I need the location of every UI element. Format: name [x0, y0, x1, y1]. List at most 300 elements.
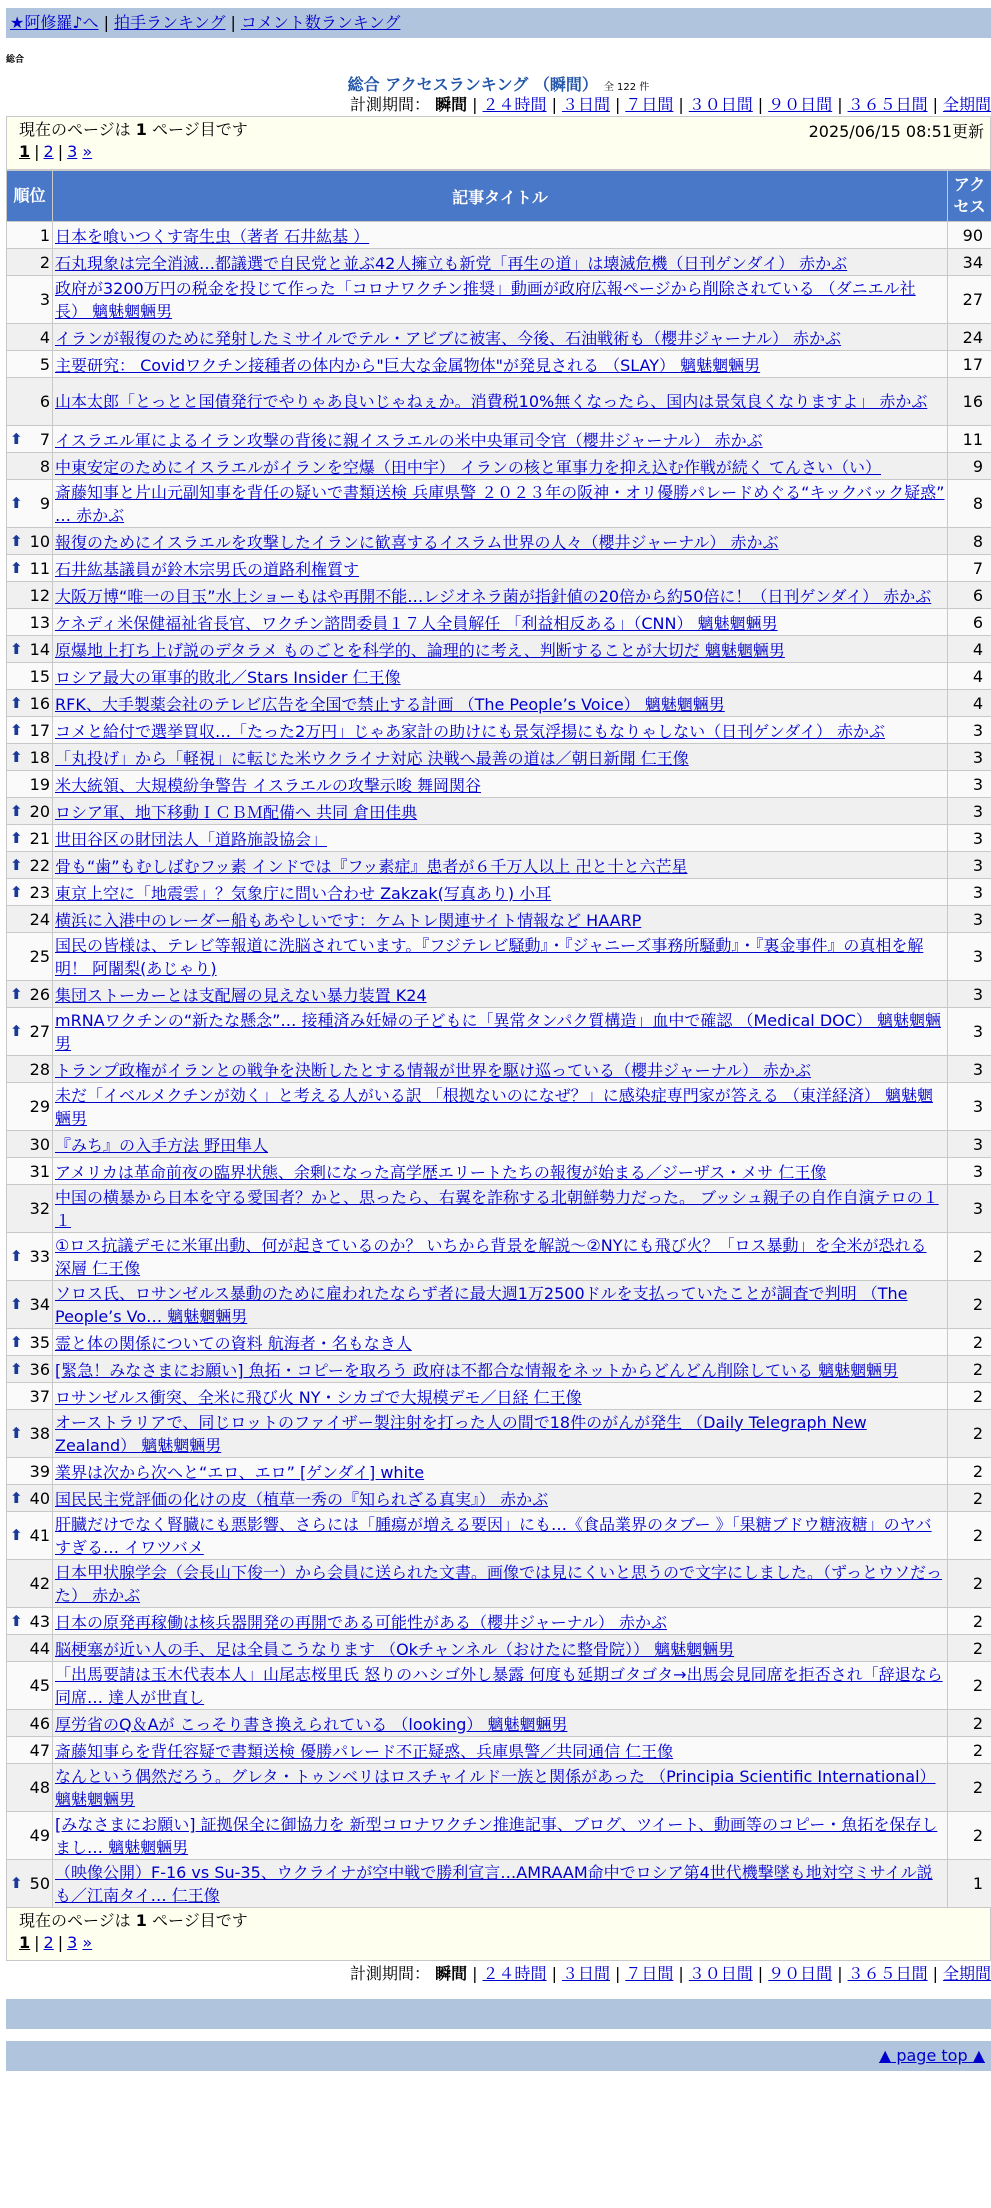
rank-number: 17	[30, 721, 50, 740]
period-90d[interactable]: ９０日間	[768, 95, 832, 114]
access-count: 3	[948, 798, 991, 825]
article-link[interactable]: 斎藤知事と片山元副知事を背任の疑いで書類送検 兵庫県警 ２０２３年の阪神・オリ優勝パレードめぐる“キックバック疑惑” … 赤かぶ	[55, 483, 944, 525]
rank-number: 33	[30, 1247, 50, 1266]
rank-cell	[7, 852, 53, 879]
table-row	[7, 1281, 991, 1329]
pagination-top: 現在のページは 1 ページ目です 2025/06/15 08:51更新 1 | 2 | 3 »	[6, 116, 991, 170]
rank-up-arrow-icon: ⬆	[10, 430, 23, 448]
title-cell	[53, 582, 948, 609]
table-row	[7, 1860, 991, 1908]
access-count: 6	[948, 582, 991, 609]
table-row	[7, 1458, 991, 1485]
title-cell	[53, 852, 948, 879]
title-cell	[53, 1185, 948, 1233]
access-count: 2	[948, 1560, 991, 1608]
rank-number: 24	[30, 910, 50, 929]
article-link[interactable]: ソロス氏、ロサンゼルス暴動のために雇われたならず者に最大週1万2500ドルを支払っていたことが調査で判明 （The People’s Vo… 魑魅魍魎男	[55, 1284, 907, 1326]
access-count: 3	[948, 906, 991, 933]
access-count: 2	[948, 1233, 991, 1281]
rank-number: 1	[40, 226, 50, 245]
access-count: 16	[948, 378, 991, 426]
article-link[interactable]: 脳梗塞が近い人の手、足は全員こうなります （Okチャンネル（おけたに整骨院）） 魑魅魍魎男	[55, 1640, 734, 1659]
table-row	[7, 1008, 991, 1056]
rank-cell	[7, 933, 53, 981]
article-link[interactable]: 集団ストーカーとは支配層の見えない暴力装置 K24	[55, 986, 427, 1005]
title-cell	[53, 744, 948, 771]
rank-number: 21	[30, 829, 50, 848]
table-row	[7, 1356, 991, 1383]
rank-cell	[7, 351, 53, 378]
table-row	[7, 1662, 991, 1710]
rank-header: 順位	[7, 171, 53, 222]
updated-timestamp: 2025/06/15 08:51更新	[809, 119, 984, 142]
access-count: 8	[948, 480, 991, 528]
access-count: 2	[948, 1764, 991, 1812]
rank-cell	[7, 690, 53, 717]
access-count: 2	[948, 1281, 991, 1329]
title-cell	[53, 1233, 948, 1281]
title-cell	[53, 453, 948, 480]
access-count: 2	[948, 1512, 991, 1560]
table-row	[7, 690, 991, 717]
title-cell	[53, 1383, 948, 1410]
rank-number: 46	[30, 1714, 50, 1733]
article-link[interactable]: なんという偶然だろう。グレタ・トゥンベリはロスチャイルド一族と関係があった （Principia Scientific International） 魑魅魍魎男	[55, 1767, 936, 1809]
access-count: 4	[948, 663, 991, 690]
article-link[interactable]: イスラエル軍によるイラン攻撃の背後に親イスラエルの米中央軍司令官（櫻井ジャーナル） 赤かぶ	[55, 431, 763, 450]
rank-up-arrow-icon: ⬆	[10, 559, 23, 577]
access-count: 2	[948, 1458, 991, 1485]
article-link[interactable]: 石丸現象は完全消滅…都議選で自民党と並ぶ42人擁立も新党「再生の道」は壊滅危機（日刊ゲンダイ） 赤かぶ	[55, 254, 847, 273]
article-link[interactable]: （映像公開）F-16 vs Su-35、ウクライナが空中戦で勝利宣言…AMRAAM命中でロシア第4世代機撃墜も地対空ミサイル説も／江南タイ… 仁王像	[55, 1863, 933, 1905]
article-link[interactable]: ロサンゼルス衝突、全米に飛び火 NY・シカゴで大規模デモ／日経 仁王像	[55, 1388, 582, 1407]
rank-number: 18	[30, 748, 50, 767]
article-link[interactable]: 日本甲状腺学会（会長山下俊一）から会員に送られた文書。画像では見にくいと思うので文字にしました。（ずっとウソだった） 赤かぶ	[55, 1563, 942, 1605]
period-selector-top: 計測期間： 瞬間 | ２４時間 | ３日間 | ７日間 | ３０日間 | ９０日間 | ３６５日間 | 全期間	[6, 94, 991, 116]
rank-cell	[7, 1860, 53, 1908]
page-2-link[interactable]: 2	[44, 142, 54, 161]
access-count: 2	[948, 1710, 991, 1737]
rank-cell	[7, 1233, 53, 1281]
period-all-bottom[interactable]: 全期間	[943, 1964, 991, 1983]
rank-cell	[7, 981, 53, 1008]
rank-number: 8	[40, 457, 50, 476]
article-link[interactable]: 肝臓だけでなく腎臓にも悪影響、さらには「腫瘍が増える要因」にも…《食品業界のタブー 》「果糖ブドウ糖液糖」のヤバすぎる… イワツバメ	[55, 1515, 932, 1557]
title-cell	[53, 1356, 948, 1383]
rank-cell	[7, 1635, 53, 1662]
page-3-link[interactable]: 3	[67, 142, 77, 161]
table-row	[7, 636, 991, 663]
table-row	[7, 1410, 991, 1458]
rank-number: 50	[30, 1874, 50, 1893]
article-link[interactable]: 中国の横暴から日本を守る愛国者？かと、思ったら、右翼を詐称する北朝鮮勢力だった。 ブッシュ親子の自作自演テロの１１	[55, 1188, 939, 1230]
rank-cell	[7, 1383, 53, 1410]
title-cell	[53, 717, 948, 744]
rank-up-arrow-icon: ⬆	[10, 1872, 23, 1895]
title-cell	[53, 981, 948, 1008]
article-link[interactable]: 『みち』の入手方法 野田隼人	[55, 1136, 268, 1155]
rank-cell	[7, 744, 53, 771]
period-7d-bottom[interactable]: ７日間	[625, 1964, 673, 1983]
access-count: 2	[948, 1662, 991, 1710]
rank-number: 40	[30, 1489, 50, 1508]
article-link[interactable]: 政府が3200万円の税金を投じて作った「コロナワクチン推奨」動画が政府広報ページから削除されている （ダニエル社長） 魑魅魍魎男	[55, 279, 916, 321]
table-row	[7, 1158, 991, 1185]
ranking-table	[6, 170, 991, 1908]
title-cell	[53, 1635, 948, 1662]
title-cell	[53, 1710, 948, 1737]
page-title: 総合 アクセスランキング （瞬間）	[348, 75, 598, 94]
table-row	[7, 555, 991, 582]
rank-up-arrow-icon: ⬆	[10, 640, 23, 658]
title-cell	[53, 480, 948, 528]
rank-up-arrow-icon: ⬆	[10, 802, 23, 820]
home-link[interactable]: ★阿修羅♪へ	[10, 13, 99, 32]
article-link[interactable]: 未だ「イベルメクチンが効く」と考える人がいる訳 「根拠ないのになぜ？」に感染症専門家が答える （東洋経済） 魑魅魍魎男	[55, 1086, 933, 1128]
rank-cell	[7, 276, 53, 324]
rank-cell	[7, 879, 53, 906]
title-cell	[53, 1329, 948, 1356]
access-count: 2	[948, 1608, 991, 1635]
article-link[interactable]: 報復のためにイスラエルを攻撃したイランに歓喜するイスラム世界の人々（櫻井ジャーナル） 赤かぶ	[55, 533, 779, 552]
rank-number: 20	[30, 802, 50, 821]
table-row	[7, 1812, 991, 1860]
article-link[interactable]: 業界は次から次へと“エロ、エロ” [ゲンダイ] white	[55, 1463, 424, 1482]
page-top-link[interactable]: ▲ page top ▲	[879, 2046, 985, 2065]
table-row	[7, 1083, 991, 1131]
period-label: 計測期間：	[350, 95, 430, 114]
rank-number: 48	[30, 1778, 50, 1797]
rank-number: 29	[30, 1097, 50, 1116]
rank-number: 43	[30, 1612, 50, 1631]
article-link[interactable]: 厚労省のQ＆Aが こっそり書き換えられている （looking） 魑魅魍魎男	[55, 1715, 568, 1734]
rank-cell	[7, 1083, 53, 1131]
table-row	[7, 1131, 991, 1158]
rank-cell	[7, 378, 53, 426]
access-count: 90	[948, 222, 991, 249]
access-count: 34	[948, 249, 991, 276]
table-row	[7, 249, 991, 276]
title-cell	[53, 1083, 948, 1131]
rank-up-arrow-icon: ⬆	[10, 694, 23, 712]
rank-number: 25	[30, 947, 50, 966]
title-cell	[53, 825, 948, 852]
rank-up-arrow-icon: ⬆	[10, 492, 23, 515]
rank-number: 3	[40, 290, 50, 309]
access-count: 6	[948, 609, 991, 636]
page-2-link-bottom[interactable]: 2	[44, 1933, 54, 1952]
table-row	[7, 1383, 991, 1410]
table-row	[7, 1233, 991, 1281]
title-cell	[53, 351, 948, 378]
rank-cell	[7, 1710, 53, 1737]
rank-up-arrow-icon: ⬆	[10, 985, 23, 1003]
access-count: 4	[948, 690, 991, 717]
title-cell	[53, 276, 948, 324]
article-link[interactable]: 東京上空に「地震雲」？気象庁に問い合わせ Zakzak(写真あり) 小耳	[55, 884, 551, 903]
period-current-bottom: 瞬間	[435, 1964, 467, 1983]
title-cell	[53, 222, 948, 249]
rank-number: 27	[30, 1022, 50, 1041]
title-cell	[53, 249, 948, 276]
rank-cell	[7, 582, 53, 609]
title-cell	[53, 1281, 948, 1329]
access-count: 2	[948, 1812, 991, 1860]
next-page-link[interactable]: »	[82, 142, 92, 161]
rank-cell	[7, 1329, 53, 1356]
access-count: 2	[948, 1329, 991, 1356]
article-link[interactable]: トランプ政権がイランとの戦争を決断したとする情報が世界を駆け巡っている（櫻井ジャーナル） 赤かぶ	[55, 1061, 811, 1080]
table-row	[7, 798, 991, 825]
article-link[interactable]: 霊と体の関係についての資料 航海者・名もなき人	[55, 1334, 412, 1353]
rank-number: 14	[30, 640, 50, 659]
rank-up-arrow-icon: ⬆	[10, 1524, 23, 1547]
rank-up-arrow-icon: ⬆	[10, 856, 23, 874]
table-row	[7, 771, 991, 798]
access-count: 3	[948, 981, 991, 1008]
rank-up-arrow-icon: ⬆	[10, 883, 23, 901]
period-all[interactable]: 全期間	[943, 95, 991, 114]
rank-cell	[7, 453, 53, 480]
rank-cell	[7, 555, 53, 582]
period-30d[interactable]: ３０日間	[689, 95, 753, 114]
table-row	[7, 852, 991, 879]
article-link[interactable]: 横浜に入港中のレーダー船もあやしいです：ケムトレ関連サイト情報など HAARP	[55, 911, 641, 930]
article-link[interactable]: 米大統領、大規模紛争警告 イスラエルの攻撃示唆 舞岡関谷	[55, 776, 481, 795]
access-count: 3	[948, 933, 991, 981]
access-count: 3	[948, 1056, 991, 1083]
table-row	[7, 351, 991, 378]
article-link[interactable]: 中東安定のためにイスラエルがイランを空爆（田中宇） イランの核と軍事力を抑え込む作戦が続く てんさい（い）	[55, 458, 881, 477]
rank-number: 39	[30, 1462, 50, 1481]
period-label-bottom: 計測期間：	[350, 1964, 430, 1983]
rank-up-arrow-icon: ⬆	[10, 1422, 23, 1445]
table-row	[7, 933, 991, 981]
title-cell	[53, 933, 948, 981]
article-link[interactable]: 日本を喰いつくす寄生虫（著者 石井紘基 ）	[55, 227, 369, 246]
article-link[interactable]: 石井紘基議員が鈴木宗男氏の道路利権質す	[55, 560, 359, 579]
period-3d-bottom[interactable]: ３日間	[562, 1964, 610, 1983]
period-90d-bottom[interactable]: ９０日間	[768, 1964, 832, 1983]
article-link[interactable]: ロシア軍、地下移動ＩＣＢＭ配備へ 共同 倉田佳典	[55, 803, 417, 822]
access-count: 3	[948, 1008, 991, 1056]
next-page-link-bottom[interactable]: »	[82, 1933, 92, 1952]
article-link[interactable]: 山本太郎「とっとと国債発行でやりゃあ良いじゃねぇか。消費税10%無くなったら、国内は景気良くなりますよ」 赤かぶ	[55, 392, 927, 411]
article-link[interactable]: ロシア最大の軍事的敗北／Stars Insider 仁王像	[55, 668, 401, 687]
access-count: 3	[948, 852, 991, 879]
table-row	[7, 324, 991, 351]
current-page: 1	[136, 120, 147, 139]
period-365d-bottom[interactable]: ３６５日間	[848, 1964, 928, 1983]
title-cell	[53, 528, 948, 555]
rank-number: 15	[30, 667, 50, 686]
rank-up-arrow-icon: ⬆	[10, 1020, 23, 1043]
table-row	[7, 825, 991, 852]
table-row	[7, 528, 991, 555]
rank-number: 42	[30, 1574, 50, 1593]
table-row	[7, 663, 991, 690]
access-count: 3	[948, 1131, 991, 1158]
rank-number: 31	[30, 1162, 50, 1181]
table-row	[7, 222, 991, 249]
access-count: 2	[948, 1485, 991, 1512]
rank-up-arrow-icon: ⬆	[10, 721, 23, 739]
rank-cell	[7, 1158, 53, 1185]
page-3-link-bottom[interactable]: 3	[67, 1933, 77, 1952]
table-row	[7, 744, 991, 771]
article-link[interactable]: 世田谷区の財団法人「道路施設協会」	[55, 830, 327, 849]
title-cell	[53, 1737, 948, 1764]
period-365d[interactable]: ３６５日間	[848, 95, 928, 114]
rank-cell	[7, 528, 53, 555]
period-24h[interactable]: ２４時間	[483, 95, 547, 114]
rank-cell	[7, 1356, 53, 1383]
article-link[interactable]: [緊急！みなさまにお願い] 魚拓・コピーを取ろう 政府は不都合な情報をネットからどんどん削除している 魑魅魍魎男	[55, 1361, 898, 1380]
period-30d-bottom[interactable]: ３０日間	[689, 1964, 753, 1983]
title-cell	[53, 1158, 948, 1185]
access-count: 3	[948, 744, 991, 771]
category-label: 総合	[6, 52, 991, 64]
rank-cell	[7, 1662, 53, 1710]
rank-number: 9	[40, 494, 50, 513]
bottom-bar	[6, 1999, 991, 2029]
access-count: 2	[948, 1356, 991, 1383]
rank-cell	[7, 717, 53, 744]
rank-number: 28	[30, 1060, 50, 1079]
period-3d[interactable]: ３日間	[562, 95, 610, 114]
page-info-post-bottom: ページ目です	[152, 1911, 248, 1930]
title-cell	[53, 879, 948, 906]
rank-number: 36	[30, 1360, 50, 1379]
period-7d[interactable]: ７日間	[625, 95, 673, 114]
title-cell	[53, 1131, 948, 1158]
applause-ranking-link[interactable]: 拍手ランキング	[114, 13, 226, 32]
period-24h-bottom[interactable]: ２４時間	[483, 1964, 547, 1983]
table-row	[7, 1329, 991, 1356]
access-count: 2	[948, 1410, 991, 1458]
access-count: 3	[948, 771, 991, 798]
rank-up-arrow-icon: ⬆	[10, 532, 23, 550]
article-link[interactable]: ケネディ米保健福祉省長官、ワクチン諮問委員１７人全員解任 「利益相反ある」（CNN） 魑魅魍魎男	[55, 614, 778, 633]
title-cell	[53, 798, 948, 825]
access-count: 3	[948, 1158, 991, 1185]
article-link[interactable]: [みなさまにお願い] 証拠保全に御協力を 新型コロナワクチン推進記事、ブログ、ツイート、動画等のコピー・魚拓を保存しまし… 魑魅魍魎男	[55, 1815, 937, 1857]
rank-number: 49	[30, 1826, 50, 1845]
rank-cell	[7, 1560, 53, 1608]
article-link[interactable]: 「出馬要請は玉木代表本人」山尾志桜里氏 怒りのハシゴ外し暴露 何度も延期ゴタゴタ→出馬会見同席を拒否され「辞退なら同席… 達人が世直し	[55, 1665, 943, 1707]
table-row	[7, 480, 991, 528]
ranking-heading	[6, 72, 991, 94]
access-count: 17	[948, 351, 991, 378]
article-link[interactable]: 「丸投げ」から「軽視」に転じた米ウクライナ対応 決戦へ最善の道は／朝日新聞 仁王像	[55, 749, 689, 768]
rank-number: 32	[30, 1199, 50, 1218]
table-row	[7, 1737, 991, 1764]
rank-up-arrow-icon: ⬆	[10, 829, 23, 847]
total-count: 全 122 件	[604, 82, 649, 93]
rank-cell	[7, 324, 53, 351]
title-cell	[53, 1560, 948, 1608]
period-current: 瞬間	[435, 95, 467, 114]
article-link[interactable]: アメリカは革命前夜の臨界状態、余剰になった高学歴エリートたちの報復が始まる／ジーザス・メサ 仁王像	[55, 1163, 826, 1182]
article-link[interactable]: 日本の原発再稼働は核兵器開発の再開である可能性がある（櫻井ジャーナル） 赤かぶ	[55, 1613, 667, 1632]
title-cell	[53, 1485, 948, 1512]
article-link[interactable]: コメと給付で選挙買収…「たった2万円」じゃあ家計の助けにも景気浮揚にもなりゃしない（日刊ゲンダイ） 赤かぶ	[55, 722, 885, 741]
title-cell	[53, 1056, 948, 1083]
article-link[interactable]: ①ロス抗議デモに米軍出動、何が起きているのか？ いちから背景を解説～②NYにも飛び火？「ロス暴動」を全米が恐れる 深層 仁王像	[55, 1236, 927, 1278]
rank-cell	[7, 609, 53, 636]
page-top-bar	[6, 2041, 991, 2071]
article-link[interactable]: 国民民主党評価の化けの皮（植草一秀の『知られざる真実』） 赤かぶ	[55, 1490, 548, 1509]
rank-cell	[7, 1812, 53, 1860]
rank-cell	[7, 480, 53, 528]
rank-cell	[7, 1608, 53, 1635]
top-nav-bar: ★阿修羅♪へ | 拍手ランキング | コメント数ランキング	[6, 8, 991, 38]
article-link[interactable]: 原爆地上打ち上げ説のデタラメ ものごとを科学的、論理的に考え、判断することが大切だ 魑魅魍魎男	[55, 641, 785, 660]
article-link[interactable]: イランが報復のために発射したミサイルでテル・アビブに被害、今後、石油戦術も（櫻井ジャーナル） 赤かぶ	[55, 329, 841, 348]
rank-cell	[7, 1737, 53, 1764]
access-count: 24	[948, 324, 991, 351]
article-link[interactable]: 国民の皆様は、テレビ等報道に洗脳されています。『フジテレビ騒動』・『ジャニーズ事務所騒動』・『裏金事件』の真相を解明！ 阿闍梨(あじゃり)	[55, 936, 923, 978]
title-cell	[53, 1608, 948, 1635]
rank-up-arrow-icon: ⬆	[10, 1293, 23, 1316]
pagination-bottom: 現在のページは 1 ページ目です 1 | 2 | 3 »	[6, 1908, 991, 1961]
table-row	[7, 1764, 991, 1812]
access-count: 27	[948, 276, 991, 324]
title-cell	[53, 609, 948, 636]
table-row	[7, 1185, 991, 1233]
title-cell	[53, 1662, 948, 1710]
page-info-post: ページ目です	[152, 120, 248, 139]
rank-cell	[7, 222, 53, 249]
title-cell	[53, 426, 948, 453]
rank-cell	[7, 1764, 53, 1812]
access-header: アクセス	[948, 171, 991, 222]
rank-number: 41	[30, 1526, 50, 1545]
rank-number: 47	[30, 1741, 50, 1760]
title-cell	[53, 771, 948, 798]
page-info-pre-bottom: 現在のページは	[19, 1911, 131, 1930]
rank-number: 5	[40, 355, 50, 374]
table-row	[7, 717, 991, 744]
article-link[interactable]: 大阪万博“唯一の目玉”水上ショーもはや再開不能…レジオネラ菌が指針値の20倍から約50倍に！（日刊ゲンダイ） 赤かぶ	[55, 587, 931, 606]
article-link[interactable]: オーストラリアで、同じロットのファイザー製注射を打った人の間で18件のがんが発生 （Daily Telegraph New Zealand） 魑魅魍魎男	[55, 1413, 867, 1455]
article-link[interactable]: 斎藤知事らを背任容疑で書類送検 優勝パレード不正疑惑、兵庫県警／共同通信 仁王像	[55, 1742, 673, 1761]
rank-cell	[7, 1410, 53, 1458]
article-link[interactable]: 骨も“歯”もむしばむフッ素 インドでは『フッ素症』患者が６千万人以上 卍と十と六芒星	[55, 857, 688, 876]
table-row	[7, 1560, 991, 1608]
access-count: 3	[948, 825, 991, 852]
article-link[interactable]: mRNAワクチンの“新たな懸念”… 接種済み妊婦の子どもに「異常タンパク質構造」血中で確認 （Medical DOC） 魑魅魍魎男	[55, 1011, 941, 1053]
rank-number: 35	[30, 1333, 50, 1352]
rank-up-arrow-icon: ⬆	[10, 748, 23, 766]
rank-cell	[7, 1512, 53, 1560]
rank-number: 7	[40, 430, 50, 449]
title-cell	[53, 906, 948, 933]
rank-number: 13	[30, 613, 50, 632]
rank-cell	[7, 825, 53, 852]
article-link[interactable]: 主要研究： Covidワクチン接種者の体内から"巨大な金属物体"が発見される （SLAY） 魑魅魍魎男	[55, 356, 760, 375]
title-cell	[53, 1812, 948, 1860]
article-link[interactable]: RFK、大手製薬会社のテレビ広告を全国で禁止する計画 （The People’s Voice） 魑魅魍魎男	[55, 695, 725, 714]
rank-number: 45	[30, 1676, 50, 1695]
rank-number: 38	[30, 1424, 50, 1443]
rank-cell	[7, 771, 53, 798]
table-row	[7, 879, 991, 906]
rank-number: 23	[30, 883, 50, 902]
table-row	[7, 1635, 991, 1662]
comment-ranking-link[interactable]: コメント数ランキング	[241, 13, 401, 32]
rank-number: 6	[40, 392, 50, 411]
